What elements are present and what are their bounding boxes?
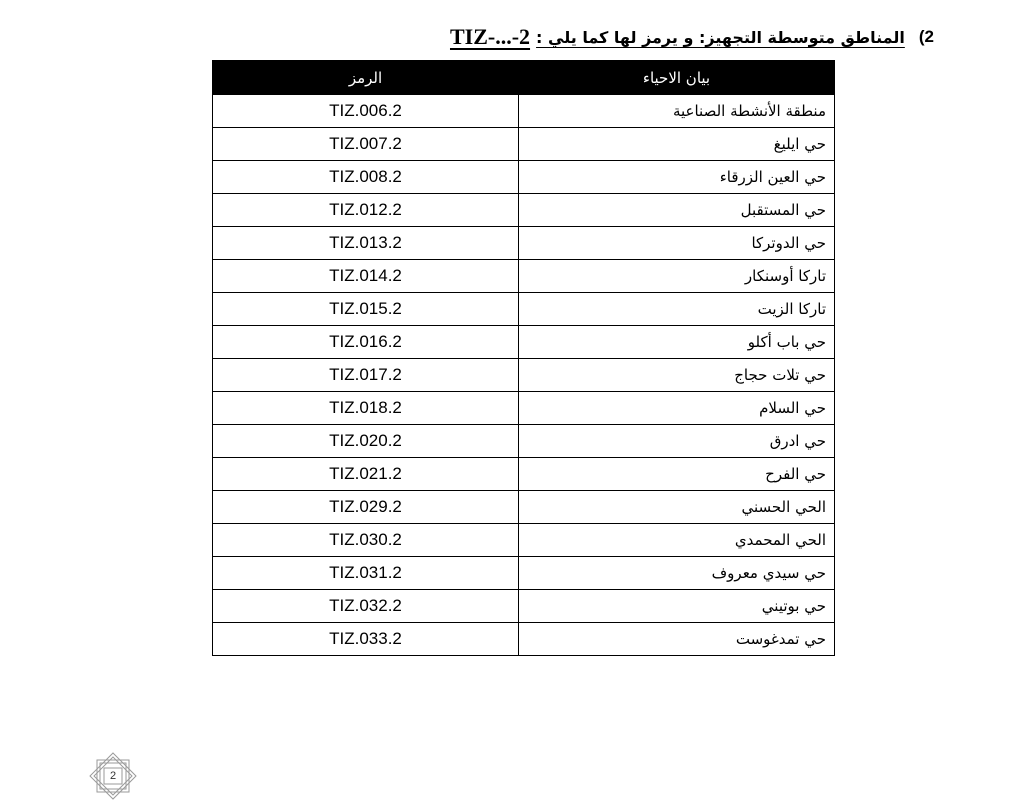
table-row (213, 326, 835, 359)
zone-name-cell: حي سيدي معروف (519, 557, 835, 590)
table-row (213, 590, 835, 623)
column-header-name: بيان الاحياء (519, 61, 835, 95)
table-row (213, 524, 835, 557)
zone-name-cell: حي باب أكلو (519, 326, 835, 359)
zone-name-cell: حي تلات حجاج (519, 359, 835, 392)
zone-code-cell: TIZ.008.2 (213, 161, 519, 194)
zone-name-cell: حي الدوتركا (519, 227, 835, 260)
table-row (213, 623, 835, 656)
table-row (213, 293, 835, 326)
section-code-pattern: TIZ-...-2 (449, 24, 531, 49)
table-row (213, 425, 835, 458)
zone-name-cell: الحي الحسني (519, 491, 835, 524)
section-title: المناطق متوسطة التجهيز: و يرمز لها كما يلي : (536, 27, 905, 47)
zone-code-cell: TIZ.006.2 (213, 95, 519, 128)
zone-name-cell: الحي المحمدي (519, 524, 835, 557)
zone-code-cell: TIZ.032.2 (213, 590, 519, 623)
zone-code-cell: TIZ.012.2 (213, 194, 519, 227)
zone-name-cell: حي بوتيني (519, 590, 835, 623)
table-row (213, 194, 835, 227)
zone-code-cell: TIZ.018.2 (213, 392, 519, 425)
page-number-badge (88, 751, 138, 801)
zone-name-cell: حي السلام (519, 392, 835, 425)
section-heading (450, 20, 934, 54)
table-header-row (213, 61, 835, 95)
zone-name-cell: حي الفرح (519, 458, 835, 491)
table-row (213, 260, 835, 293)
zone-code-cell: TIZ.013.2 (213, 227, 519, 260)
zone-code-cell: TIZ.017.2 (213, 359, 519, 392)
zone-name-cell: حي المستقبل (519, 194, 835, 227)
table-row (213, 557, 835, 590)
table-row (213, 392, 835, 425)
table-row (213, 359, 835, 392)
table-body (213, 95, 835, 656)
table-row (213, 161, 835, 194)
table-row (213, 128, 835, 161)
table-row (213, 458, 835, 491)
zone-code-cell: TIZ.029.2 (213, 491, 519, 524)
zones-table (212, 60, 835, 656)
table-header (213, 61, 835, 95)
zone-name-cell: حي ادرق (519, 425, 835, 458)
zone-name-cell: تاركا أوسنكار (519, 260, 835, 293)
zone-code-cell: TIZ.020.2 (213, 425, 519, 458)
zone-code-cell: TIZ.031.2 (213, 557, 519, 590)
zone-code-cell: TIZ.014.2 (213, 260, 519, 293)
zone-code-cell: TIZ.021.2 (213, 458, 519, 491)
zone-name-cell: تاركا الزيت (519, 293, 835, 326)
zone-code-cell: TIZ.007.2 (213, 128, 519, 161)
zone-code-cell: TIZ.016.2 (213, 326, 519, 359)
section-number: 2) (918, 27, 934, 46)
zone-name-cell: حي تمدغوست (519, 623, 835, 656)
zone-name-cell: منطقة الأنشطة الصناعية (519, 95, 835, 128)
table-row (213, 95, 835, 128)
column-header-code: الرمز (213, 61, 519, 95)
table-row (213, 491, 835, 524)
zone-name-cell: حي العين الزرقاء (519, 161, 835, 194)
zone-code-cell: TIZ.015.2 (213, 293, 519, 326)
zone-code-cell: TIZ.030.2 (213, 524, 519, 557)
table-row (213, 227, 835, 260)
page-number: 2 (109, 770, 117, 782)
zone-name-cell: حي ايليغ (519, 128, 835, 161)
zone-code-cell: TIZ.033.2 (213, 623, 519, 656)
